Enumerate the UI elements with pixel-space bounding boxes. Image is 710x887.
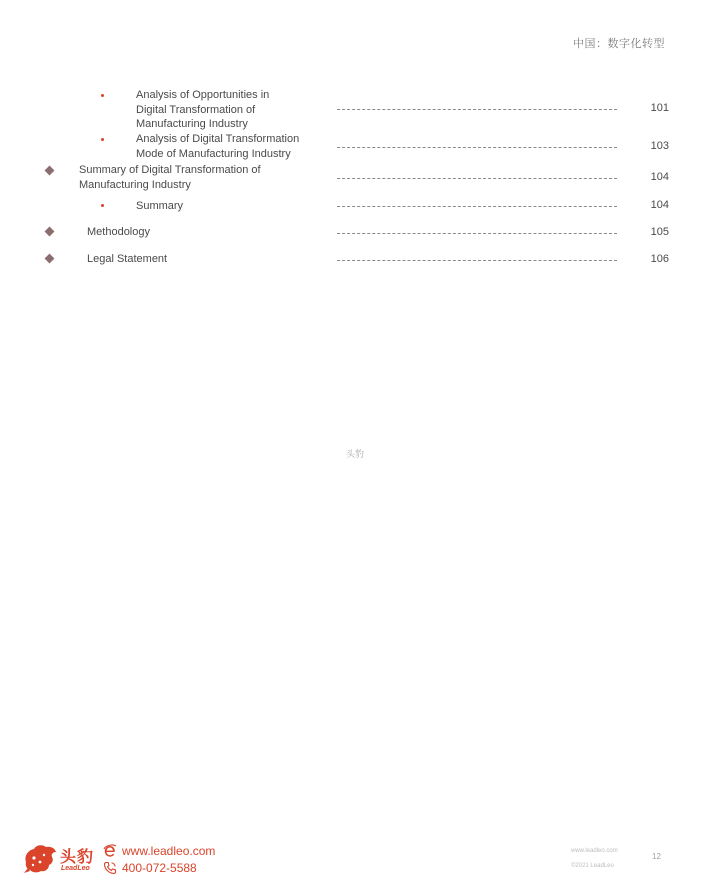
- toc-leader-dots: [337, 260, 617, 261]
- toc-page-number: 104: [650, 171, 669, 183]
- toc-page-number: 103: [650, 140, 669, 152]
- toc-entry-text: Legal Statement: [87, 253, 168, 265]
- toc-entry-text: Analysis of Digital Transformation Mode of Manufacturing Industry: [136, 133, 300, 160]
- toc-entry-text: Summary: [136, 200, 184, 212]
- diamond-bullet-icon: [45, 166, 55, 176]
- bullet-dot-icon: [101, 94, 104, 97]
- footer-website-link[interactable]: www.leadleo.com: [122, 844, 216, 858]
- footer-page-number: 12: [652, 852, 661, 861]
- diamond-bullet-icon: [45, 227, 55, 237]
- toc-page-number: 106: [650, 253, 669, 265]
- leopard-logo-icon: [22, 842, 58, 874]
- toc-page-number: 104: [650, 199, 669, 211]
- page-header-title: 中国：数字化转型: [573, 37, 665, 50]
- toc-leader-dots: [337, 109, 617, 110]
- toc-leader-dots: [337, 206, 617, 207]
- toc-entry-text: Analysis of Opportunities in Digital Transformation of Manufacturing Industry: [136, 89, 270, 130]
- phone-icon: [103, 861, 117, 875]
- footer-phone-row[interactable]: [103, 860, 197, 876]
- web-e-icon: [103, 844, 117, 858]
- footer-phone-number: 400-072-5588: [122, 861, 197, 875]
- footer-brand-en: LeadLeo: [61, 865, 90, 872]
- toc-page-number: 101: [650, 102, 669, 114]
- toc-page-number: 105: [650, 226, 669, 238]
- footer-copyright: ©2021 LeadLeo: [571, 863, 614, 869]
- footer-website-row[interactable]: [103, 843, 215, 859]
- toc-leader-dots: [337, 233, 617, 234]
- toc-entry-text: Summary of Digital Transformation of Manufacturing Industry: [79, 164, 261, 191]
- toc-leader-dots: [337, 178, 617, 179]
- toc-entry-text: Methodology: [87, 226, 150, 238]
- diamond-bullet-icon: [45, 254, 55, 264]
- footer-site-small: www.leadleo.com: [571, 848, 618, 854]
- footer-brand-cn: 头豹: [60, 847, 95, 866]
- bullet-dot-icon: [101, 204, 104, 207]
- bullet-dot-icon: [101, 138, 104, 141]
- watermark-text: 头豹: [345, 450, 364, 460]
- toc-leader-dots: [337, 147, 617, 148]
